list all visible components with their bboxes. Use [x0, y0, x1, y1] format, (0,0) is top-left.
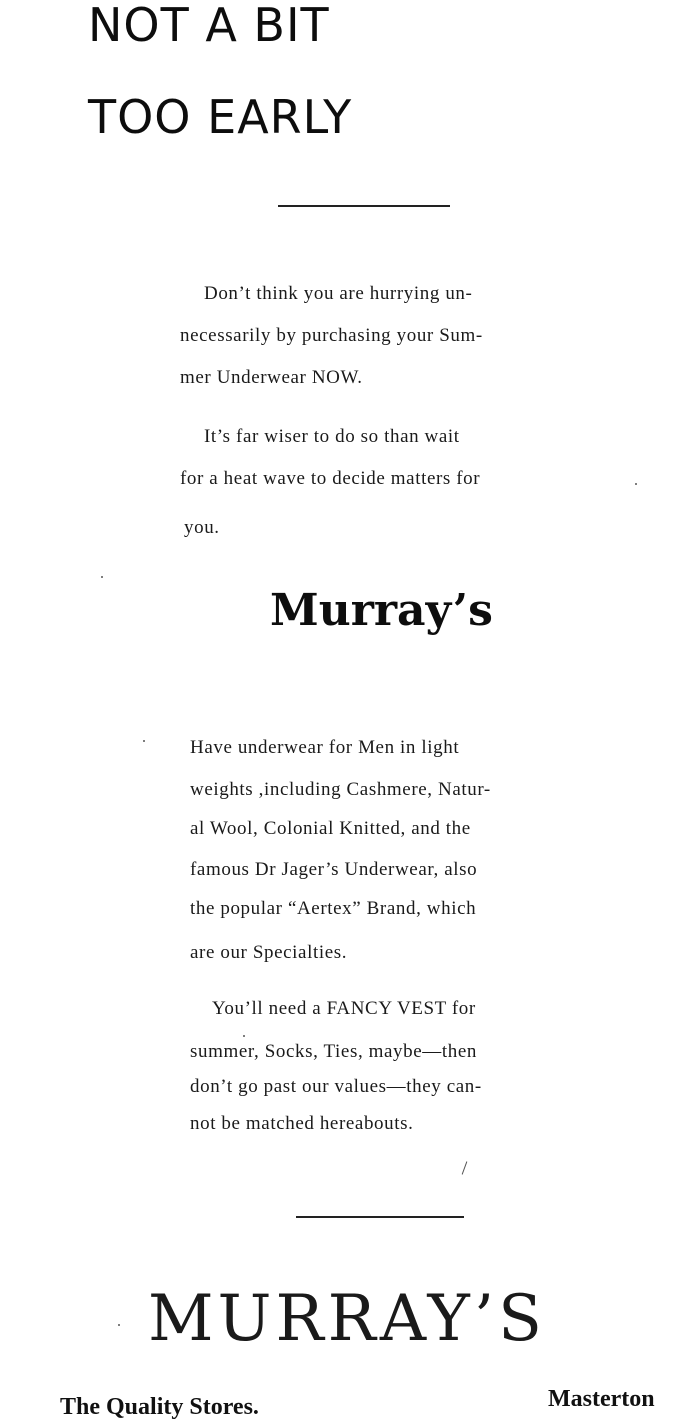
- offer-line-1: Have underwear for Men in light: [190, 737, 460, 758]
- brand-name-mid: Murray’s: [270, 585, 493, 636]
- headline-line-1: NOT A BIT: [88, 0, 330, 52]
- intro-line-3: mer Underwear NOW.: [180, 367, 363, 388]
- divider-top: [278, 205, 450, 207]
- print-mark: [462, 1161, 468, 1174]
- intro-line-1: Don’t think you are hurrying un-: [204, 283, 473, 304]
- offer-line-4: famous Dr Jager’s Underwear, also: [190, 859, 478, 880]
- offer-line-3: al Wool, Colonial Knitted, and the: [190, 818, 471, 839]
- offer2-line-1: You’ll need a FANCY VEST for: [212, 998, 476, 1019]
- footer-tagline: The Quality Stores.: [60, 1394, 259, 1420]
- intro2-line-1: It’s far wiser to do so than wait: [204, 426, 460, 447]
- intro2-line-2: for a heat wave to decide matters for: [180, 468, 481, 489]
- offer-line-2: weights ,including Cashmere, Natur-: [190, 779, 491, 800]
- offer2-line-2: summer, Socks, Ties, maybe—then: [190, 1041, 478, 1062]
- intro2-line-3: you.: [184, 517, 220, 538]
- divider-bottom: [296, 1216, 464, 1218]
- intro-line-2: necessarily by purchasing your Sum-: [180, 325, 483, 346]
- offer2-line-3: don’t go past our values—they can-: [190, 1076, 482, 1097]
- headline-line-2: TOO EARLY: [88, 90, 353, 144]
- print-speck: [243, 1035, 245, 1037]
- print-speck: [143, 740, 145, 742]
- offer-line-5: the popular “Aertex” Brand, which: [190, 898, 477, 919]
- print-speck: [101, 576, 103, 578]
- brand-name-large: MURRAY’S: [148, 1282, 546, 1356]
- print-speck: [635, 483, 637, 485]
- offer2-line-4: not be matched hereabouts.: [190, 1113, 414, 1134]
- footer-town: Masterton: [548, 1386, 655, 1412]
- print-speck: [118, 1324, 120, 1326]
- offer-line-6: are our Specialties.: [190, 942, 348, 963]
